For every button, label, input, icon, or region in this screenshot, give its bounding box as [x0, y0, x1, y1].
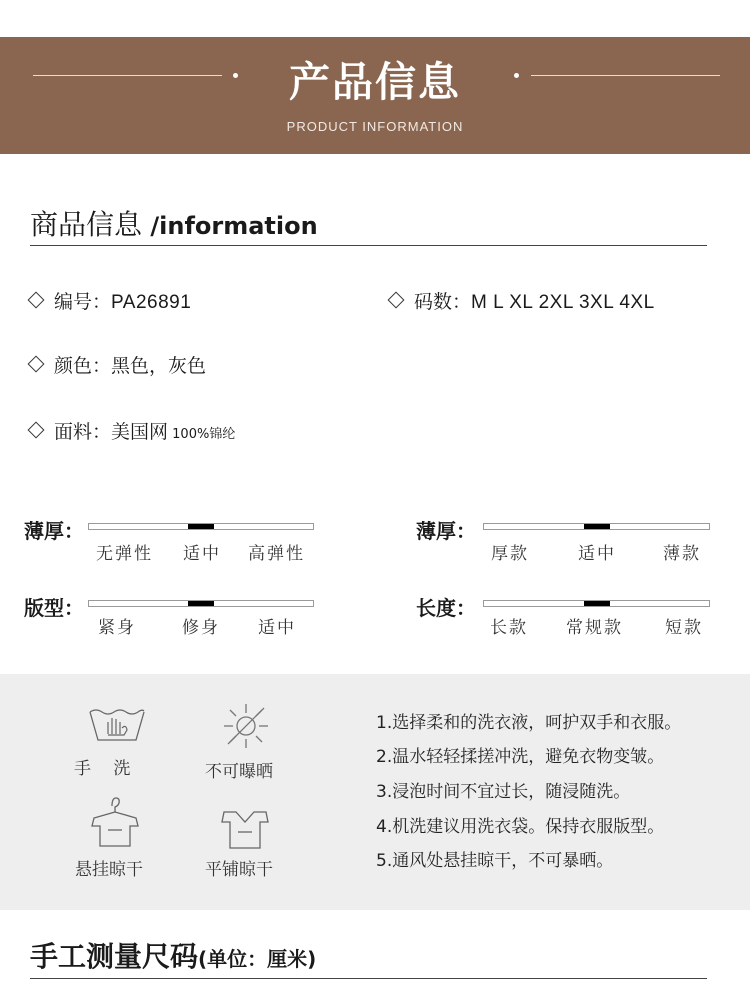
care-tip: 3.浸泡时间不宜过长，随浸随洗。 — [376, 782, 631, 802]
info-code — [26, 287, 191, 314]
scale-option: 薄款 — [663, 544, 701, 564]
color-value: 黑色，灰色 — [111, 355, 207, 377]
scale-label-length: 长度： — [416, 596, 476, 620]
scale-bar-length — [483, 600, 710, 607]
scale-option: 短款 — [665, 618, 703, 638]
banner-right-dot — [514, 73, 519, 78]
fabric-note: 100%锦纶 — [168, 427, 236, 442]
care-tip: 2.温水轻轻揉搓冲洗，避免衣物变皱。 — [376, 747, 665, 767]
care-label-no-sun: 不可曝晒 — [205, 762, 273, 782]
scale-option: 紧身 — [98, 618, 136, 638]
diamond-icon — [28, 292, 45, 309]
care-tip: 5.通风处悬挂晾干，不可暴晒。 — [376, 851, 614, 871]
care-tip: 4.机洗建议用洗衣袋。保持衣服版型。 — [376, 817, 665, 837]
code-label: 编号： — [54, 291, 112, 313]
scale-option: 厚款 — [491, 544, 529, 564]
flat-dry-icon — [220, 808, 270, 852]
fabric-label: 面料： — [54, 421, 112, 443]
size-value: M L XL 2XL 3XL 4XL — [471, 292, 655, 313]
banner-right-line — [531, 75, 720, 76]
info-color — [26, 351, 206, 378]
care-section — [0, 674, 750, 910]
scale-option: 适中 — [258, 618, 296, 638]
scale-label-fit: 版型： — [24, 596, 84, 620]
scale-marker — [584, 524, 610, 529]
scale-marker — [188, 524, 214, 529]
care-tip: 1.选择柔和的洗衣液，呵护双手和衣服。 — [376, 713, 682, 733]
diamond-icon — [28, 422, 45, 439]
care-label-flat-dry: 平铺晾干 — [205, 860, 273, 880]
scale-label-elasticity: 薄厚： — [24, 519, 84, 543]
scale-bar-fit — [88, 600, 314, 607]
diamond-icon — [28, 356, 45, 373]
scale-option: 常规款 — [566, 618, 623, 638]
scale-bar-elasticity — [88, 523, 314, 530]
code-value: PA26891 — [111, 292, 192, 313]
product-info-banner — [0, 37, 750, 154]
section-divider — [30, 978, 707, 979]
section-title-cn: 商品信息 — [30, 208, 143, 241]
no-sun-icon — [222, 702, 270, 750]
scale-option: 修身 — [182, 618, 220, 638]
scale-option: 适中 — [578, 544, 616, 564]
scale-option: 无弹性 — [96, 544, 153, 564]
scale-option: 高弹性 — [248, 544, 305, 564]
section-divider — [30, 245, 707, 246]
section-title-information — [30, 203, 318, 243]
scale-label-thickness: 薄厚： — [416, 519, 476, 543]
banner-subtitle: PRODUCT INFORMATION — [286, 119, 464, 134]
hang-dry-icon — [88, 794, 142, 850]
hand-wash-icon — [86, 704, 148, 744]
scale-option: 长款 — [490, 618, 528, 638]
diamond-icon — [388, 292, 405, 309]
scale-marker — [188, 601, 214, 606]
scale-marker — [584, 601, 610, 606]
color-label: 颜色： — [54, 355, 112, 377]
section-title-measurement — [30, 935, 316, 975]
section-title-unit: (单位：厘米) — [198, 947, 317, 971]
scale-bar-thickness — [483, 523, 710, 530]
care-label-hand-wash: 手 洗 — [74, 759, 131, 779]
section-title-en: /information — [142, 212, 318, 240]
care-label-hang-dry: 悬挂晾干 — [75, 860, 143, 880]
info-fabric — [26, 417, 235, 444]
fabric-value: 美国网 — [111, 421, 169, 443]
scale-option: 适中 — [183, 544, 221, 564]
info-size — [386, 287, 655, 314]
section-title-cn: 手工测量尺码 — [30, 940, 199, 973]
size-label: 码数： — [414, 291, 472, 313]
banner-title: 产品信息 — [289, 58, 461, 106]
